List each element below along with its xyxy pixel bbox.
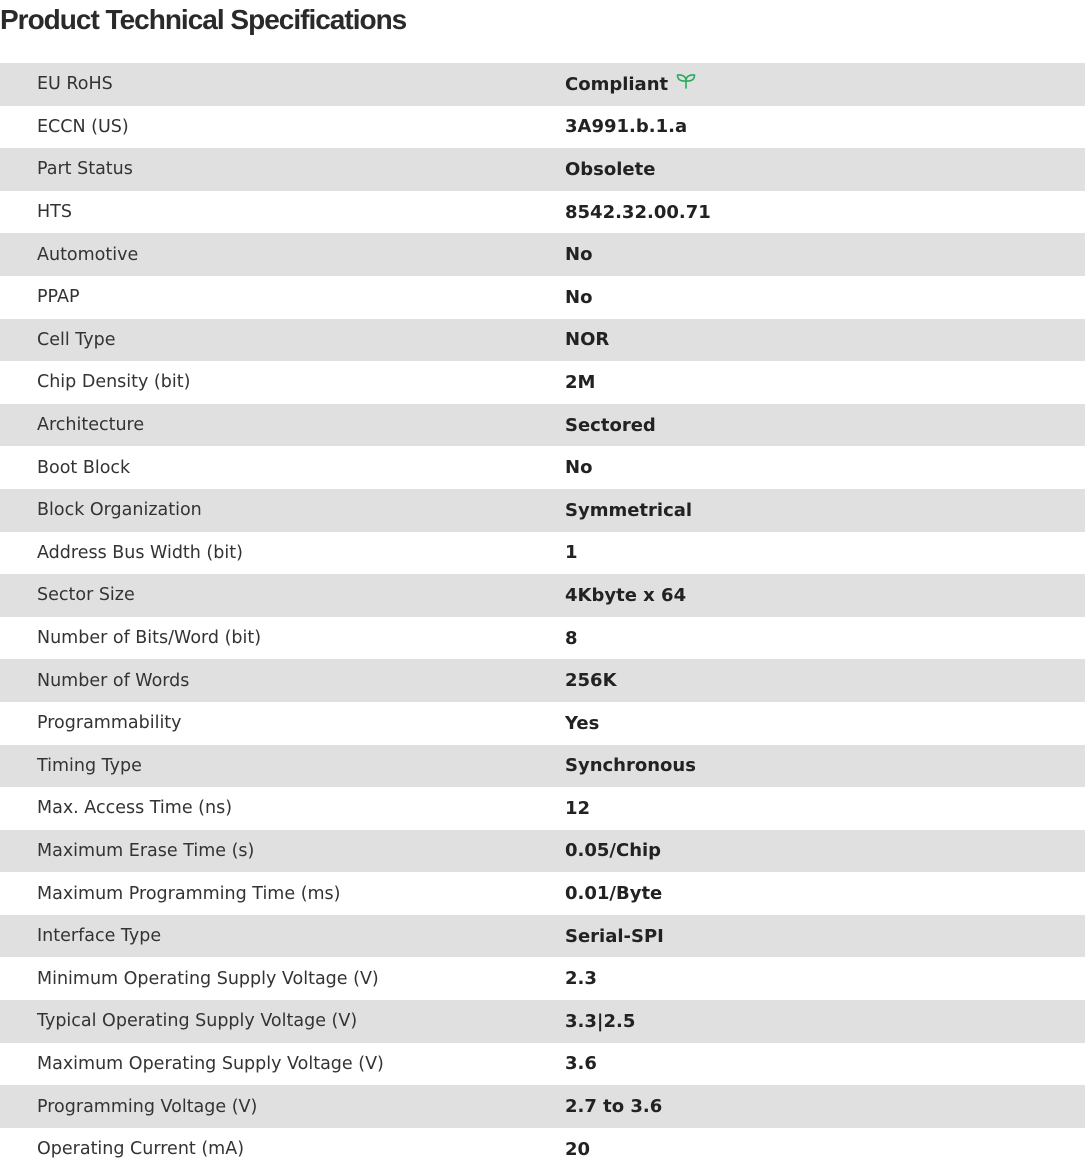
spec-value: NOR: [565, 319, 1085, 362]
spec-row-max-access-time: [0, 787, 1085, 830]
spec-label: Architecture: [0, 404, 565, 447]
spec-label: Interface Type: [0, 915, 565, 958]
spec-label: Maximum Operating Supply Voltage (V): [0, 1043, 565, 1086]
spec-value: Synchronous: [565, 745, 1085, 788]
spec-table: [0, 63, 1085, 1170]
spec-label: Minimum Operating Supply Voltage (V): [0, 957, 565, 1000]
spec-value: Compliant: [565, 73, 669, 95]
spec-value-cell: [565, 63, 1085, 106]
spec-row-min-supply-voltage: [0, 957, 1085, 1000]
spec-row-max-programming-time: [0, 872, 1085, 915]
spec-label: Chip Density (bit): [0, 361, 565, 404]
spec-value: Symmetrical: [565, 489, 1085, 532]
spec-row-programming-voltage: [0, 1085, 1085, 1128]
spec-label: HTS: [0, 191, 565, 234]
spec-label: Block Organization: [0, 489, 565, 532]
spec-value: 3.6: [565, 1043, 1085, 1086]
spec-label: Sector Size: [0, 574, 565, 617]
spec-value: No: [565, 446, 1085, 489]
spec-row-eccn: [0, 106, 1085, 149]
spec-row-sector-size: [0, 574, 1085, 617]
spec-label: Maximum Erase Time (s): [0, 830, 565, 873]
spec-value: No: [565, 276, 1085, 319]
spec-row-number-of-words: [0, 659, 1085, 702]
spec-label: Boot Block: [0, 446, 565, 489]
spec-row-block-organization: [0, 489, 1085, 532]
spec-value: 20: [565, 1128, 1085, 1170]
spec-value: 4Kbyte x 64: [565, 574, 1085, 617]
spec-row-typical-supply-voltage: [0, 1000, 1085, 1043]
spec-label: Max. Access Time (ns): [0, 787, 565, 830]
spec-row-address-bus-width: [0, 532, 1085, 575]
spec-row-ppap: [0, 276, 1085, 319]
spec-value: 0.05/Chip: [565, 830, 1085, 873]
spec-value: Yes: [565, 702, 1085, 745]
spec-row-chip-density: [0, 361, 1085, 404]
spec-value: Serial-SPI: [565, 915, 1085, 958]
spec-value: 3A991.b.1.a: [565, 106, 1085, 149]
spec-row-interface-type: [0, 915, 1085, 958]
spec-label: Timing Type: [0, 745, 565, 788]
spec-value: 256K: [565, 659, 1085, 702]
spec-label: PPAP: [0, 276, 565, 319]
spec-label: Operating Current (mA): [0, 1128, 565, 1170]
spec-label: Typical Operating Supply Voltage (V): [0, 1000, 565, 1043]
spec-row-hts: [0, 191, 1085, 234]
spec-value: 8: [565, 617, 1085, 660]
spec-row-architecture: [0, 404, 1085, 447]
spec-row-operating-current: [0, 1128, 1085, 1170]
spec-row-max-erase-time: [0, 830, 1085, 873]
spec-label: Maximum Programming Time (ms): [0, 872, 565, 915]
page-title: Product Technical Specifications: [0, 4, 407, 35]
spec-label: Number of Words: [0, 659, 565, 702]
spec-value: 3.3|2.5: [565, 1000, 1085, 1043]
spec-value: Obsolete: [565, 148, 1085, 191]
spec-label: Number of Bits/Word (bit): [0, 617, 565, 660]
leaf-icon: [676, 73, 696, 94]
spec-value: 8542.32.00.71: [565, 191, 1085, 234]
spec-value: 2.3: [565, 957, 1085, 1000]
spec-row-timing-type: [0, 745, 1085, 788]
spec-value: 1: [565, 532, 1085, 575]
spec-label: Automotive: [0, 233, 565, 276]
spec-label: Part Status: [0, 148, 565, 191]
spec-row-programmability: [0, 702, 1085, 745]
spec-value: No: [565, 233, 1085, 276]
spec-value: 0.01/Byte: [565, 872, 1085, 915]
spec-label: Programming Voltage (V): [0, 1085, 565, 1128]
spec-row-boot-block: [0, 446, 1085, 489]
spec-label: Address Bus Width (bit): [0, 532, 565, 575]
spec-label: Programmability: [0, 702, 565, 745]
spec-label: EU RoHS: [0, 63, 565, 106]
spec-row-part-status: [0, 148, 1085, 191]
spec-row-automotive: [0, 233, 1085, 276]
spec-value: 12: [565, 787, 1085, 830]
spec-row-eu-rohs: [0, 63, 1085, 106]
spec-value: Sectored: [565, 404, 1085, 447]
spec-label: ECCN (US): [0, 106, 565, 149]
spec-value: 2.7 to 3.6: [565, 1085, 1085, 1128]
spec-value: 2M: [565, 361, 1085, 404]
spec-row-max-supply-voltage: [0, 1043, 1085, 1086]
spec-label: Cell Type: [0, 319, 565, 362]
spec-row-bits-per-word: [0, 617, 1085, 660]
spec-row-cell-type: [0, 319, 1085, 362]
